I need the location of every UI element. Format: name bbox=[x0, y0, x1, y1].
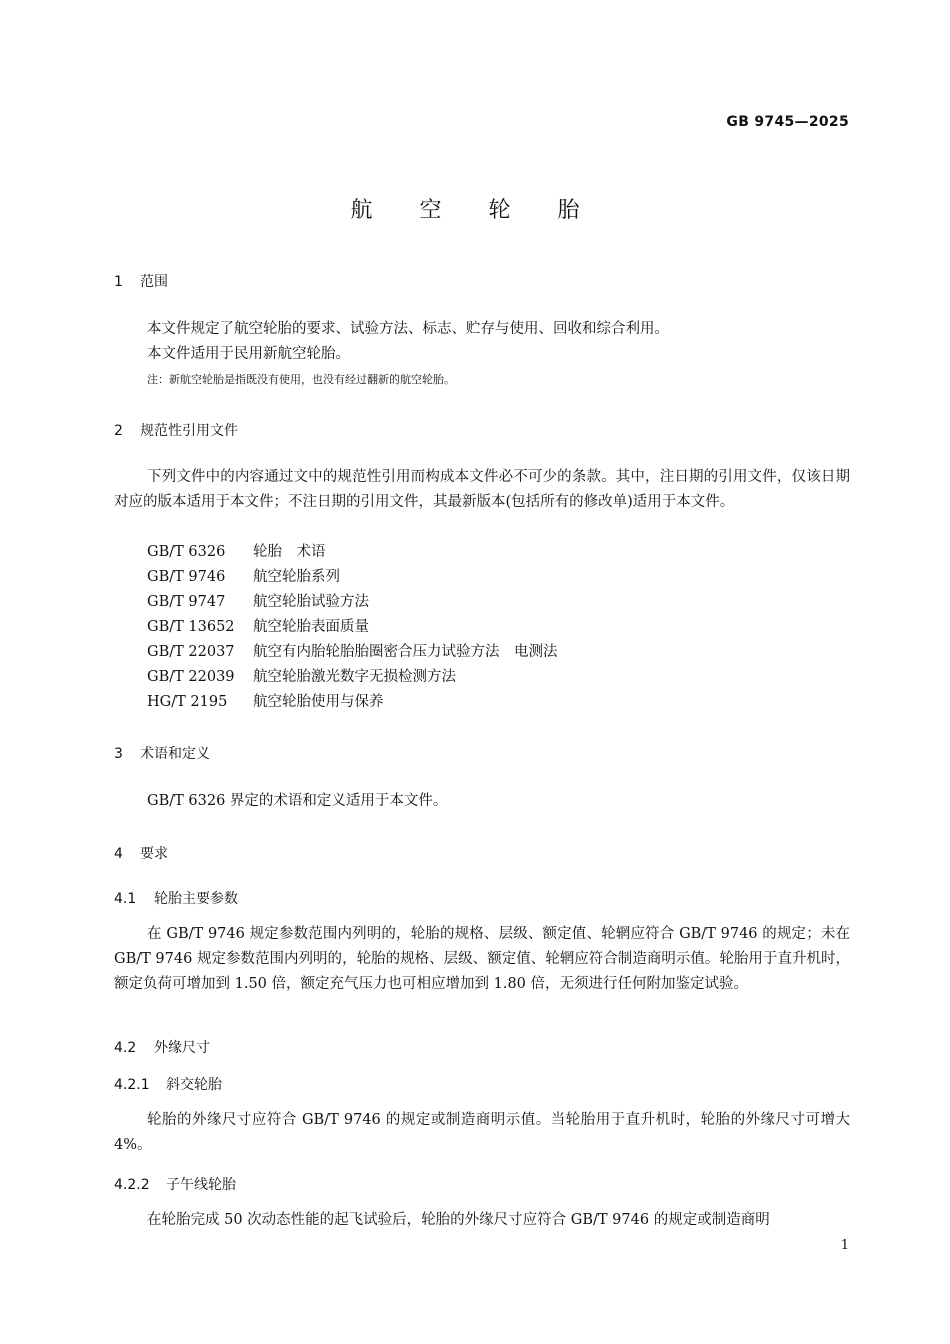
paragraph: 本文件适用于民用新航空轮胎。 bbox=[147, 346, 350, 362]
section-4-2-heading bbox=[114, 1037, 210, 1057]
document-id: GB 9745—2025 bbox=[726, 114, 849, 130]
reference-code: GB/T 22037 bbox=[147, 644, 235, 660]
reference-title: 航空轮胎系列 bbox=[253, 569, 340, 585]
section-title: 术语和定义 bbox=[140, 746, 210, 762]
reference-code: GB/T 9747 bbox=[147, 594, 226, 610]
reference-title: 航空轮胎试验方法 bbox=[253, 594, 369, 610]
paragraph: 轮胎的外缘尺寸应符合 GB/T 9746 的规定或制造商明示值。当轮胎用于直升机时，轮胎的外缘尺寸可增大 4%。 bbox=[114, 1112, 850, 1153]
section-number: 4.2.2 bbox=[114, 1177, 150, 1193]
section-title: 轮胎主要参数 bbox=[154, 891, 238, 907]
reference-item bbox=[147, 690, 384, 715]
reference-title: 航空轮胎激光数字无损检测方法 bbox=[253, 669, 456, 685]
section-4-1-heading bbox=[114, 888, 238, 908]
reference-title: 航空轮胎表面质量 bbox=[253, 619, 369, 635]
reference-title: 航空有内胎轮胎胎圈密合压力试验方法 电测法 bbox=[253, 644, 558, 660]
section-number: 2 bbox=[114, 423, 123, 439]
section-title: 要求 bbox=[140, 846, 168, 862]
section-number: 1 bbox=[114, 274, 123, 290]
reference-item bbox=[147, 665, 456, 690]
note: 注：新航空轮胎是指既没有使用，也没有经过翻新的航空轮胎。 bbox=[147, 373, 455, 386]
paragraph: 本文件规定了航空轮胎的要求、试验方法、标志、贮存与使用、回收和综合利用。 bbox=[147, 321, 669, 337]
reference-item bbox=[147, 590, 369, 615]
reference-code: GB/T 6326 bbox=[147, 544, 226, 560]
section-3-heading bbox=[114, 743, 210, 763]
reference-item bbox=[147, 640, 558, 665]
section-number: 3 bbox=[114, 746, 123, 762]
reference-code: HG/T 2195 bbox=[147, 694, 228, 710]
reference-item bbox=[147, 540, 326, 565]
section-title: 子午线轮胎 bbox=[166, 1177, 236, 1193]
section-number: 4.2.1 bbox=[114, 1077, 150, 1093]
paragraph: GB/T 6326 界定的术语和定义适用于本文件。 bbox=[147, 793, 448, 809]
section-number: 4.1 bbox=[114, 891, 137, 907]
document-title: 航 空 轮 胎 bbox=[350, 198, 600, 223]
section-4-2-1-heading bbox=[114, 1074, 222, 1094]
section-1-heading bbox=[114, 271, 168, 291]
page-number: 1 bbox=[840, 1238, 849, 1253]
reference-code: GB/T 22039 bbox=[147, 669, 235, 685]
section-title: 外缘尺寸 bbox=[154, 1040, 210, 1056]
section-4-heading bbox=[114, 843, 168, 863]
reference-title: 轮胎 术语 bbox=[253, 544, 326, 560]
paragraph: 在轮胎完成 50 次动态性能的起飞试验后，轮胎的外缘尺寸应符合 GB/T 9746 的规定或制造商明 bbox=[147, 1212, 770, 1228]
reference-code: GB/T 9746 bbox=[147, 569, 226, 585]
reference-code: GB/T 13652 bbox=[147, 619, 235, 635]
section-2-heading bbox=[114, 420, 238, 440]
section-title: 范围 bbox=[140, 274, 168, 290]
reference-item bbox=[147, 565, 340, 590]
reference-title: 航空轮胎使用与保养 bbox=[253, 694, 384, 710]
paragraph: 下列文件中的内容通过文中的规范性引用而构成本文件必不可少的条款。其中，注日期的引用文件，仅该日期对应的版本适用于本文件；不注日期的引用文件，其最新版本(包括所有的修改单)适用于本文件。 bbox=[114, 469, 850, 510]
section-number: 4.2 bbox=[114, 1040, 137, 1056]
reference-item bbox=[147, 615, 369, 640]
section-4-2-2-heading bbox=[114, 1174, 236, 1194]
paragraph: 在 GB/T 9746 规定参数范围内列明的，轮胎的规格、层级、额定值、轮辋应符合 GB/T 9746 的规定；未在 GB/T 9746 规定参数范围内列明的，轮胎的规格、层级、额定值、轮辋应符合制造商明示值。轮胎用于直升机时，额定负荷可增加到 1.50 倍，额定充气压力也可相应增加到 1.80 倍，无须进行任何附加鉴定试验。 bbox=[114, 926, 850, 992]
section-title: 斜交轮胎 bbox=[166, 1077, 222, 1093]
section-title: 规范性引用文件 bbox=[140, 423, 238, 439]
section-number: 4 bbox=[114, 846, 123, 862]
